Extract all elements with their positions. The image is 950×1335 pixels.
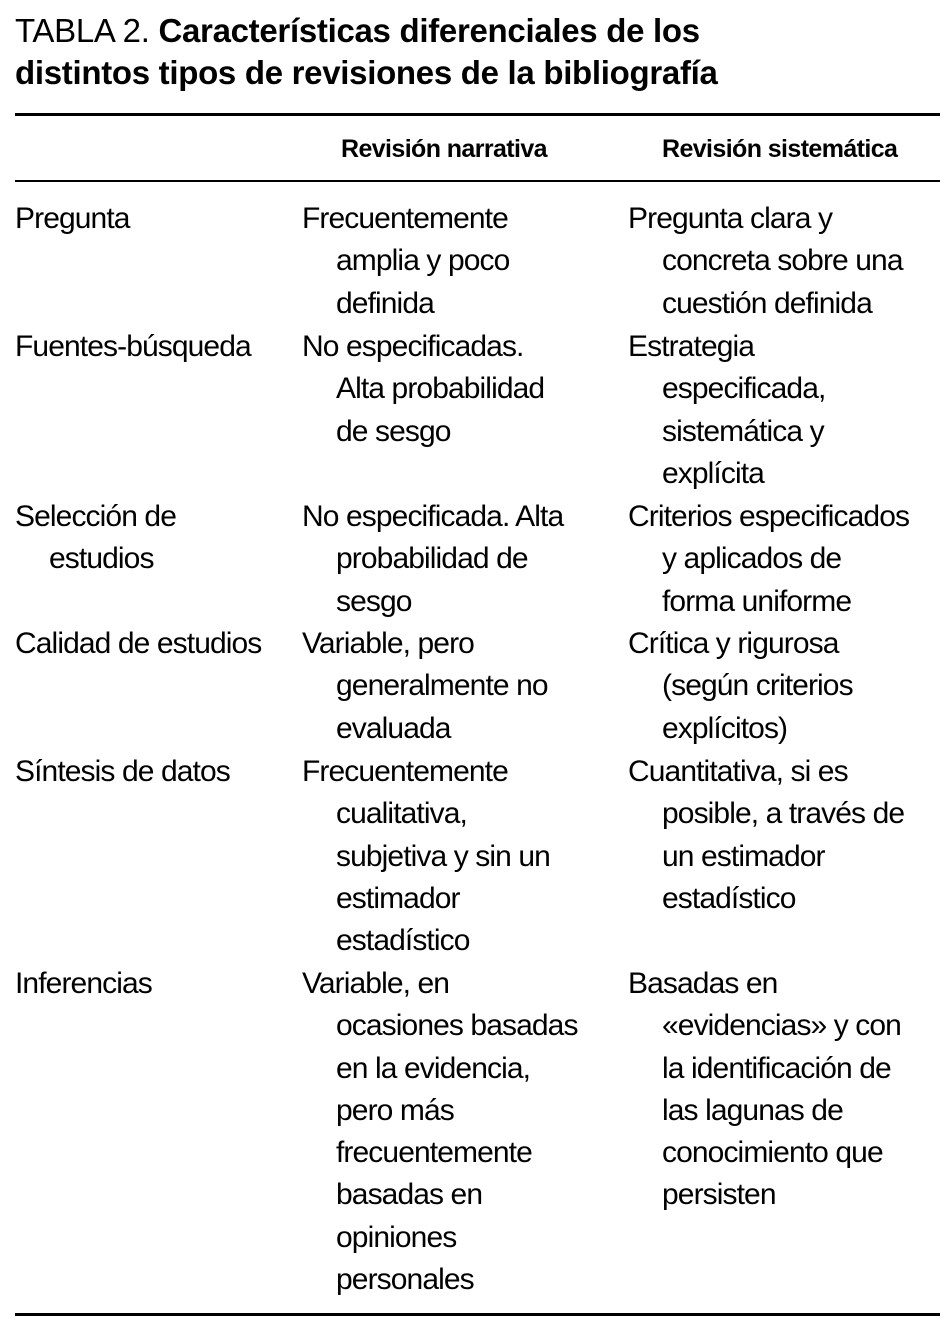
cell-narrativa: Variable, en ocasiones basadas en la evidencia, pero más frecuentemente basadas en opiniones personales xyxy=(302,967,578,1297)
cell-narrativa: No especificada. Alta probabilidad de sesgo xyxy=(302,500,564,618)
cell-sistematica: Cuantitativa, si es posible, a través de un estimador estadístico xyxy=(628,755,905,915)
table-caption xyxy=(15,10,940,94)
cell-sistematica: Estrategia especificada, sistemática y explícita xyxy=(628,330,826,490)
header-narrativa: Revisión narrativa xyxy=(341,135,547,163)
row-label: Inferencias xyxy=(15,967,152,1000)
table-label: TABLA 2. xyxy=(15,12,150,49)
row-label: Selección de estudios xyxy=(15,500,176,576)
top-rule xyxy=(15,113,940,116)
cell-narrativa: Frecuentemente amplia y poco definida xyxy=(302,202,510,320)
table-figure xyxy=(15,10,940,94)
row-label: Pregunta xyxy=(15,202,130,235)
cell-sistematica: Basadas en «evidencias» y con la identificación de las lagunas de conocimiento que persisten xyxy=(628,967,901,1212)
row-label: Calidad de estudios xyxy=(15,627,262,660)
cell-narrativa: Frecuentemente cualitativa, subjetiva y sin un estimador estadístico xyxy=(302,755,550,958)
cell-sistematica: Criterios especificados y aplicados de forma uniforme xyxy=(628,500,910,618)
cell-narrativa: No especificadas. Alta probabilidad de sesgo xyxy=(302,330,545,448)
table-title-line1: Características diferenciales de los xyxy=(158,12,700,49)
row-label: Fuentes-búsqueda xyxy=(15,330,251,363)
bottom-rule xyxy=(15,1313,940,1316)
cell-sistematica: Crítica y rigurosa (según criterios explícitos) xyxy=(628,627,853,745)
header-rule xyxy=(15,180,940,182)
table-title-line2: distintos tipos de revisiones de la bibliografía xyxy=(15,54,718,91)
header-sistematica: Revisión sistemática xyxy=(662,135,898,163)
cell-narrativa: Variable, pero generalmente no evaluada xyxy=(302,627,548,745)
cell-sistematica: Pregunta clara y concreta sobre una cuestión definida xyxy=(628,202,903,320)
row-label: Síntesis de datos xyxy=(15,755,230,788)
